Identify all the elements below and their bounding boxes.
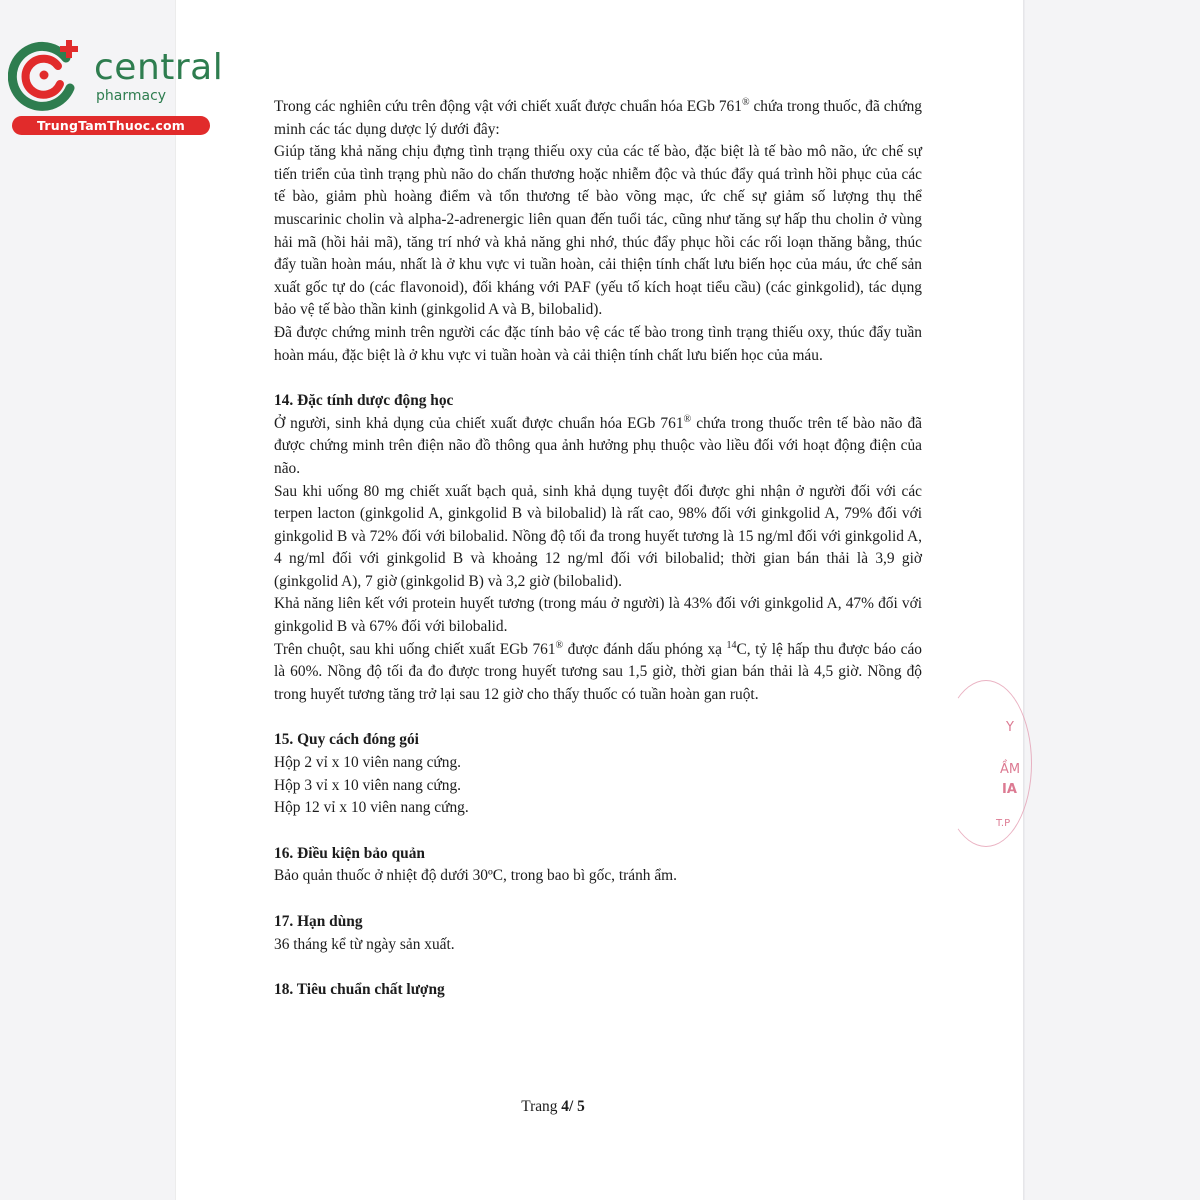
- page-edge: [1023, 0, 1026, 1200]
- spacer: [274, 367, 922, 390]
- section-15-title: 15. Quy cách đóng gói: [274, 731, 419, 749]
- section-16-title: 16. Điều kiện bảo quản: [274, 844, 425, 862]
- spacer: [274, 706, 922, 729]
- stamp-text: ẦM: [1000, 762, 1021, 777]
- section-14-paragraph-3: Khả năng liên kết với protein huyết tương (trong máu ở người) là 43% đối với ginkgolid A, 47% đối với ginkgolid B và 67% đối với bilobalid.: [274, 595, 922, 636]
- pharmacy-logo-icon: [8, 36, 88, 114]
- stamp-text: T.P: [996, 818, 1011, 829]
- central-pharmacy-logo[interactable]: [8, 36, 224, 136]
- section-14-title: 14. Đặc tính dược động học: [274, 392, 454, 410]
- section-14-paragraph-1: Ở người, sinh khả dụng của chiết xuất được chuẩn hóa EGb 761® chứa trong thuốc trên tế bào não đã được chứng minh trên điện não đồ thông qua ảnh hưởng phụ thuộc vào liều đối với hoạt động điện của não.: [274, 413, 922, 477]
- page-number: Trang 4/ 5: [521, 1098, 585, 1115]
- intro-paragraph-3: Đã được chứng minh trên người các đặc tính bảo vệ các tế bào trong tình trạng thiếu oxy, thúc đẩy tuần hoàn máu, đặc biệt là ở khu vực vi tuần hoàn và cải thiện tính chất lưu biến học của máu.: [274, 323, 922, 364]
- stamp-text: Y: [1006, 720, 1014, 735]
- package-item: Hộp 3 vỉ x 10 viên nang cứng.: [274, 776, 462, 794]
- section-14-paragraph-4: Trên chuột, sau khi uống chiết xuất EGb 761® được đánh dấu phóng xạ $^{14}$C, tỷ lệ hấp thu được báo cáo là 60%. Nồng độ tối đa đo được trong huyết tương sau 1,5 giờ, thời gian bán thải là 4,5 giờ. Nồng độ trong huyết tương tăng trở lại sau 12 giờ cho thấy thuốc có tuần hoàn gan ruột.: [274, 639, 922, 703]
- logo-website-tag: TrungTamThuoc.com: [12, 116, 210, 135]
- shelf-life-text: 36 tháng kể từ ngày sản xuất.: [274, 935, 455, 953]
- section-17-title: 17. Hạn dùng: [274, 913, 363, 930]
- stamp-text: IA: [1002, 782, 1017, 797]
- official-stamp: [980, 680, 1040, 850]
- intro-paragraph-2: Giúp tăng khả năng chịu đựng tình trạng thiếu oxy của các tế bào, đặc biệt là tế bào mô não, ức chế sự tiến triển của tình trạng phù não do chấn thương hoặc nhiễm độc và thúc đẩy quá trình hồi phục của các tế bào, giảm phù hoàng điểm và tổn thương tế bào võng mạc, ức chế sự giảm số lượng thụ thể muscarinic cholin và alpha-2-adrenergic liên quan đến tuổi tác, cũng như tăng sự hấp thu cholin ở vùng hải mã (hồi hải mã), tăng trí nhớ và khả năng ghi nhớ, thúc đẩy phục hồi các rối loạn thăng bằng, thúc đẩy tuần hoàn máu, nhất là ở khu vực vi tuần hoàn, cải thiện tính chất lưu biến học của máu, ức chế sản xuất gốc tự do (các flavonoid), đối kháng với PAF (yếu tố kích hoạt tiểu cầu) (các ginkgolid), tác dụng bảo vệ tế bào thần kinh (ginkgolid A và B, bilobalid).: [274, 143, 922, 319]
- document-content: [274, 96, 922, 1002]
- storage-text: Bảo quản thuốc ở nhiệt độ dưới 30ºC, trong bao bì gốc, tránh ẩm.: [274, 867, 677, 885]
- spacer: [274, 888, 922, 911]
- spacer: [274, 956, 922, 979]
- logo-brand: central: [94, 47, 224, 88]
- package-item: Hộp 12 vỉ x 10 viên nang cứng.: [274, 799, 469, 817]
- package-item: Hộp 2 vỉ x 10 viên nang cứng.: [274, 754, 462, 772]
- section-14-paragraph-2: Sau khi uống 80 mg chiết xuất bạch quả, sinh khả dụng tuyệt đối được ghi nhận ở người đối với các terpen lacton (ginkgolid A, ginkgolid B và bilobalid) là rất cao, 98% đối với ginkgolid A, 79% đối với ginkgolid B và 72% đối với bilobalid. Nồng độ tối đa trong huyết tương là 15 ng/ml đối với ginkgolid A, 4 ng/ml đối với ginkgolid B và khoảng 12 ng/ml đối với bilobalid; thời gian bán thải là 3,9 giờ (ginkgolid A), 7 giờ (ginkgolid B) và 3,2 giờ (bilobalid).: [274, 482, 922, 590]
- section-18-title: 18. Tiêu chuẩn chất lượng: [274, 981, 445, 999]
- spacer: [274, 820, 922, 843]
- intro-paragraph-1: Trong các nghiên cứu trên động vật với chiết xuất được chuẩn hóa EGb 761® chứa trong thuốc, đã chứng minh các tác dụng dược lý dưới đây:: [274, 96, 922, 138]
- logo-sub: pharmacy: [96, 88, 167, 104]
